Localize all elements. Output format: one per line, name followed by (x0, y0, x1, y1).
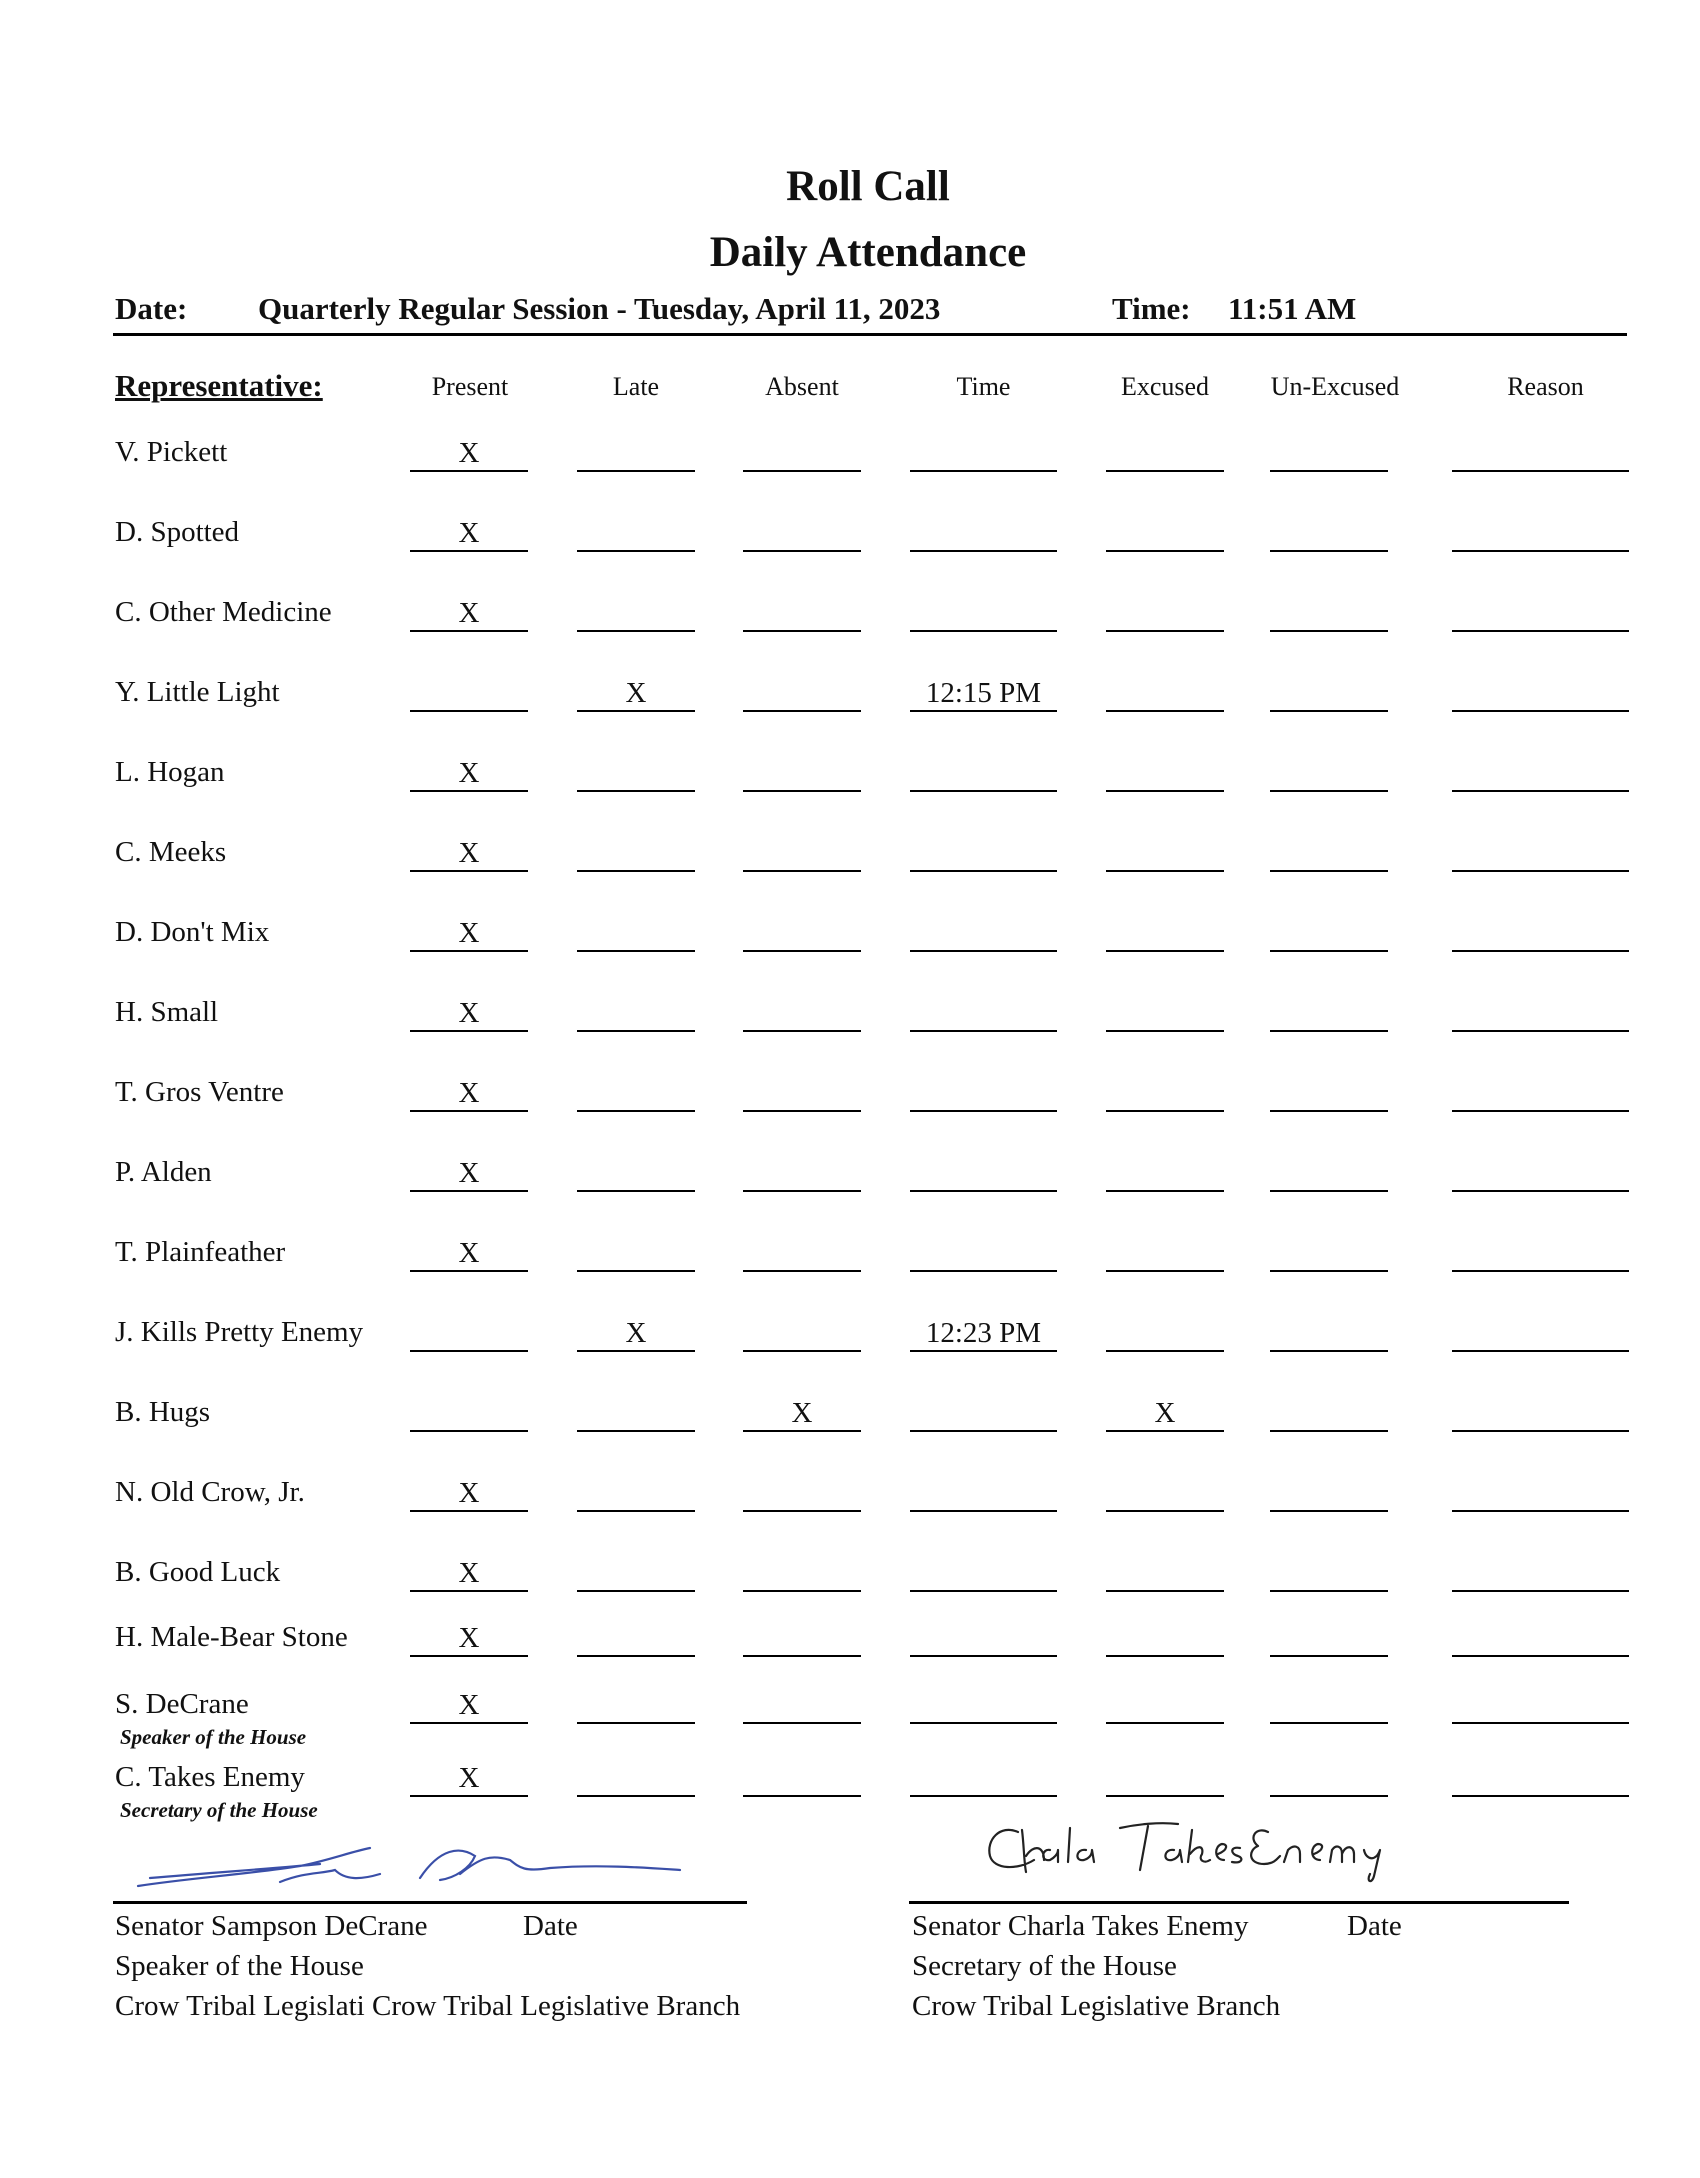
absent-field (743, 1316, 861, 1352)
absent-field (743, 1156, 861, 1192)
representative-column-header: Representative: (115, 368, 323, 403)
absent-field (743, 756, 861, 792)
present-field: X (410, 836, 528, 872)
time-field (910, 1156, 1057, 1192)
unexcused-field (1270, 1688, 1388, 1724)
time-field: 12:15 PM (910, 676, 1057, 712)
representative-name: B. Good Luck (115, 1556, 281, 1588)
representative-name: L. Hogan (115, 756, 225, 788)
reason-field (1452, 1316, 1629, 1352)
present-field: X (410, 1761, 528, 1797)
present-field: X (410, 756, 528, 792)
page-title: Roll Call (786, 163, 950, 210)
table-row (0, 1396, 1700, 1456)
late-field (577, 1156, 695, 1192)
excused-field (1106, 1556, 1224, 1592)
unexcused-field (1270, 756, 1388, 792)
representative-name: P. Alden (115, 1156, 212, 1188)
speaker-signature (130, 1838, 690, 1898)
representative-name: T. Plainfeather (115, 1236, 286, 1268)
time-field (910, 436, 1057, 472)
present-field: X (410, 1556, 528, 1592)
absent-field (743, 1076, 861, 1112)
present-field: X (410, 596, 528, 632)
reason-field (1452, 1761, 1629, 1797)
representative-role: Secretary of the House (120, 1798, 318, 1822)
absent-field (743, 916, 861, 952)
absent-field (743, 1688, 861, 1724)
table-row (0, 1316, 1700, 1376)
reason-field (1452, 596, 1629, 632)
page-subtitle: Daily Attendance (709, 229, 1027, 276)
excused-field (1106, 1621, 1224, 1657)
reason-column-header: Reason (1507, 372, 1584, 401)
representative-name: C. Other Medicine (115, 596, 332, 628)
unexcused-field (1270, 996, 1388, 1032)
unexcused-field (1270, 916, 1388, 952)
present-field: X (410, 1621, 528, 1657)
reason-field (1452, 1476, 1629, 1512)
table-row (0, 1556, 1700, 1616)
time-field: 12:23 PM (910, 1316, 1057, 1352)
time-field (910, 1761, 1057, 1797)
representative-name: J. Kills Pretty Enemy (115, 1316, 364, 1348)
reason-field (1452, 836, 1629, 872)
excused-field (1106, 1688, 1224, 1724)
excused-field (1106, 1316, 1224, 1352)
table-row (0, 596, 1700, 656)
late-field (577, 1076, 695, 1112)
excused-field (1106, 916, 1224, 952)
late-field (577, 1476, 695, 1512)
excused-field (1106, 836, 1224, 872)
speaker-signature-line (113, 1901, 747, 1904)
excused-field (1106, 1761, 1224, 1797)
table-row (0, 1076, 1700, 1136)
present-field: X (410, 1476, 528, 1512)
representative-name: B. Hugs (115, 1396, 211, 1428)
time-field (910, 596, 1057, 632)
absent-field (743, 1476, 861, 1512)
late-field (577, 596, 695, 632)
representative-name: N. Old Crow, Jr. (115, 1476, 305, 1508)
table-row (0, 1236, 1700, 1296)
time-field (910, 1476, 1057, 1512)
present-field (410, 1316, 528, 1352)
excused-field: X (1106, 1396, 1224, 1432)
absent-field (743, 516, 861, 552)
table-row (0, 1156, 1700, 1216)
unexcused-field (1270, 596, 1388, 632)
late-field: X (577, 1316, 695, 1352)
excused-field (1106, 436, 1224, 472)
absent-field: X (743, 1396, 861, 1432)
reason-field (1452, 1688, 1629, 1724)
time-column-header: Time (956, 372, 1011, 401)
secretary-name: Senator Charla Takes Enemy (912, 1910, 1249, 1942)
late-field: X (577, 676, 695, 712)
present-field: X (410, 916, 528, 952)
excused-field (1106, 756, 1224, 792)
excused-column-header: Excused (1120, 372, 1210, 401)
late-field (577, 436, 695, 472)
representative-name: D. Don't Mix (115, 916, 270, 948)
representative-name: H. Small (115, 996, 219, 1028)
secretary-org: Crow Tribal Legislative Branch (912, 1990, 1281, 2022)
reason-field (1452, 436, 1629, 472)
reason-field (1452, 1156, 1629, 1192)
excused-field (1106, 676, 1224, 712)
table-row (0, 916, 1700, 976)
unexcused-field (1270, 1761, 1388, 1797)
absent-column-header: Absent (765, 372, 839, 401)
secretary-date-label: Date (1347, 1910, 1402, 1942)
unexcused-field (1270, 1156, 1388, 1192)
late-field (577, 1236, 695, 1272)
time-field (910, 1236, 1057, 1272)
reason-field (1452, 1236, 1629, 1272)
excused-field (1106, 1156, 1224, 1192)
excused-field (1106, 996, 1224, 1032)
reason-field (1452, 916, 1629, 952)
date-label: Date: (115, 291, 188, 326)
time-field (910, 1621, 1057, 1657)
present-field (410, 676, 528, 712)
present-field: X (410, 1076, 528, 1112)
present-column-header: Present (431, 372, 509, 401)
table-row (0, 516, 1700, 576)
unexcused-field (1270, 676, 1388, 712)
table-row (0, 676, 1700, 736)
time-field (910, 516, 1057, 552)
unexcused-field (1270, 836, 1388, 872)
time-field (910, 836, 1057, 872)
present-field (410, 1396, 528, 1432)
speaker-title: Speaker of the House (115, 1950, 364, 1982)
time-field (910, 916, 1057, 952)
reason-field (1452, 516, 1629, 552)
present-field: X (410, 1688, 528, 1724)
representative-name: C. Takes Enemy (115, 1761, 305, 1793)
representative-name: C. Meeks (115, 836, 227, 868)
representative-name: D. Spotted (115, 516, 240, 548)
unexcused-column-header: Un-Excused (1270, 372, 1400, 401)
late-field (577, 1621, 695, 1657)
reason-field (1452, 676, 1629, 712)
unexcused-field (1270, 1621, 1388, 1657)
absent-field (743, 596, 861, 632)
absent-field (743, 1761, 861, 1797)
late-field (577, 1761, 695, 1797)
unexcused-field (1270, 1476, 1388, 1512)
absent-field (743, 676, 861, 712)
present-field: X (410, 1156, 528, 1192)
representative-name: S. DeCrane (115, 1688, 249, 1720)
excused-field (1106, 1476, 1224, 1512)
speaker-org: Crow Tribal Legislati Crow Tribal Legislative Branch (115, 1990, 741, 2022)
present-field: X (410, 996, 528, 1032)
table-row (0, 1621, 1700, 1681)
representative-name: Y. Little Light (115, 676, 280, 708)
absent-field (743, 836, 861, 872)
secretary-title: Secretary of the House (912, 1950, 1177, 1982)
late-field (577, 1396, 695, 1432)
late-field (577, 516, 695, 552)
table-row (0, 836, 1700, 896)
representative-name: V. Pickett (115, 436, 228, 468)
time-field (910, 1688, 1057, 1724)
reason-field (1452, 756, 1629, 792)
excused-field (1106, 1076, 1224, 1112)
late-field (577, 836, 695, 872)
late-field (577, 756, 695, 792)
present-field: X (410, 516, 528, 552)
unexcused-field (1270, 1236, 1388, 1272)
absent-field (743, 1621, 861, 1657)
unexcused-field (1270, 516, 1388, 552)
present-field: X (410, 1236, 528, 1272)
reason-field (1452, 1396, 1629, 1432)
excused-field (1106, 516, 1224, 552)
speaker-name: Senator Sampson DeCrane (115, 1910, 428, 1942)
table-row (0, 996, 1700, 1056)
absent-field (743, 1236, 861, 1272)
table-row (0, 756, 1700, 816)
time-field (910, 1076, 1057, 1112)
unexcused-field (1270, 1556, 1388, 1592)
time-field (910, 1396, 1057, 1432)
reason-field (1452, 996, 1629, 1032)
absent-field (743, 996, 861, 1032)
secretary-signature-line (909, 1901, 1569, 1904)
time-label: Time: (1112, 291, 1191, 326)
representative-name: T. Gros Ventre (115, 1076, 284, 1108)
late-field (577, 916, 695, 952)
unexcused-field (1270, 1316, 1388, 1352)
excused-field (1106, 1236, 1224, 1272)
time-value: 11:51 AM (1228, 291, 1357, 326)
speaker-date-label: Date (523, 1910, 578, 1942)
late-field (577, 1556, 695, 1592)
reason-field (1452, 1076, 1629, 1112)
excused-field (1106, 596, 1224, 632)
present-field: X (410, 436, 528, 472)
time-field (910, 996, 1057, 1032)
reason-field (1452, 1556, 1629, 1592)
representative-role: Speaker of the House (120, 1725, 307, 1749)
table-row (0, 1476, 1700, 1536)
date-value: Quarterly Regular Session - Tuesday, April 11, 2023 (258, 291, 941, 326)
reason-field (1452, 1621, 1629, 1657)
table-row (0, 436, 1700, 496)
time-field (910, 1556, 1057, 1592)
secretary-signature (978, 1810, 1448, 1890)
table-row (0, 1688, 1700, 1748)
absent-field (743, 1556, 861, 1592)
unexcused-field (1270, 1076, 1388, 1112)
late-field (577, 1688, 695, 1724)
representative-name: H. Male-Bear Stone (115, 1621, 348, 1653)
header-rule (113, 333, 1627, 336)
late-column-header: Late (612, 372, 660, 401)
unexcused-field (1270, 1396, 1388, 1432)
absent-field (743, 436, 861, 472)
late-field (577, 996, 695, 1032)
time-field (910, 756, 1057, 792)
unexcused-field (1270, 436, 1388, 472)
